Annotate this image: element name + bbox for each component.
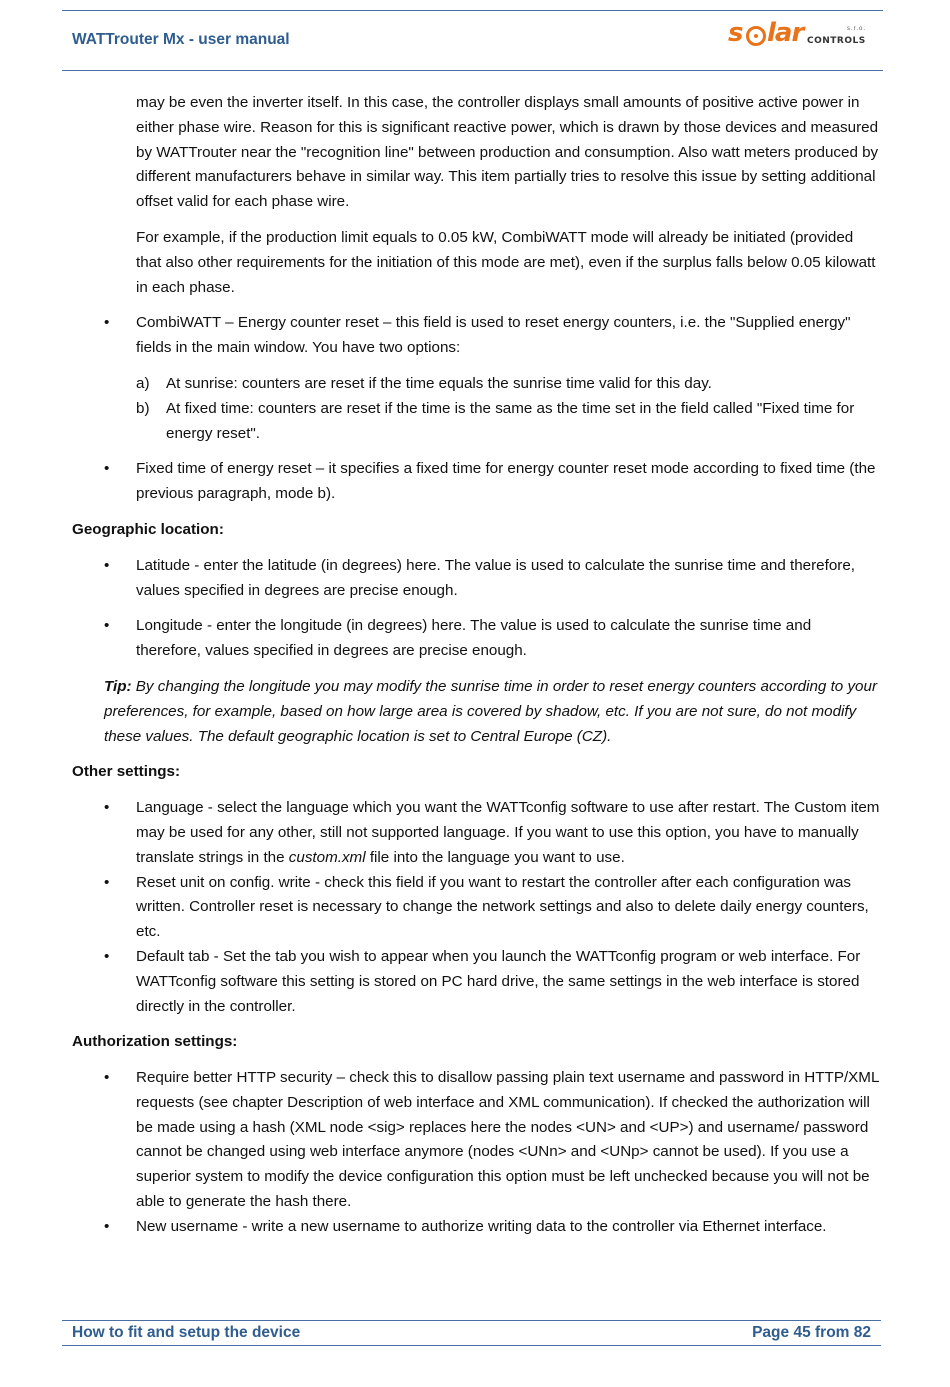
logo-sro: s.r.o. bbox=[847, 26, 867, 32]
filename-custom-xml: custom.xml bbox=[288, 848, 366, 866]
bullet-icon: • bbox=[104, 1069, 110, 1087]
list-item-new-username bbox=[72, 1215, 880, 1240]
list-item-default-tab bbox=[72, 945, 880, 1019]
heading-other-settings: Other settings: bbox=[72, 763, 181, 781]
list-item-text-pre: Language - select the language which you want the WATTconfig software to use after restart. The Custom item may be used for any other, still not supported language. If you want to use this option, you have to manually translate strings in the bbox=[136, 799, 880, 866]
logo-letter-s: s bbox=[728, 18, 744, 48]
tip-paragraph bbox=[104, 675, 880, 749]
list-item-reset-unit bbox=[72, 871, 880, 945]
list-item-text: Reset unit on config. write - check this field if you want to restart the controller after each configuration was written. Controller reset is necessary to change the network settings and also to delete daily energy counters, etc. bbox=[136, 873, 869, 941]
header-rule-top bbox=[62, 10, 883, 11]
tip-text: By changing the longitude you may modify the sunrise time in order to reset energy counters according to your preferences, for example, based on how large area is covered by shadow, etc. If you are not sure, do not modify these values. The default geographic location is set to Central Europe (CZ). bbox=[104, 677, 877, 745]
sub-item-text: At sunrise: counters are reset if the time equals the sunrise time valid for this day. bbox=[166, 374, 712, 392]
header-rule-bottom bbox=[62, 70, 883, 71]
bullet-icon: • bbox=[104, 617, 110, 635]
paragraph-reactive-power: may be even the inverter itself. In this case, the controller displays small amounts of positive active power in either phase wire. Reason for this is significant reactive power, which is drawn by those devices and measured by WATTrouter near the "recognition line" between production and consumption. Also watt meters produced by different manufacturers behave in similar way. This item partially tries to resolve this issue by setting additional offset valid for each phase wire. bbox=[136, 94, 879, 211]
bullet-icon: • bbox=[104, 799, 110, 817]
logo-controls: CONTROLS bbox=[807, 36, 866, 46]
footer-rule-top bbox=[62, 1320, 881, 1321]
list-item-text-post: file into the language you want to use. bbox=[365, 848, 625, 866]
sub-item-marker: b) bbox=[136, 399, 150, 417]
bullet-icon: • bbox=[104, 1217, 110, 1235]
bullet-icon: • bbox=[104, 556, 110, 574]
list-item-text: Latitude - enter the latitude (in degrees) here. The value is used to calculate the sunrise time and therefore, values specified in degrees are precise enough. bbox=[136, 556, 856, 599]
solar-controls-logo bbox=[728, 18, 876, 50]
list-item-latitude bbox=[72, 554, 880, 604]
page-number: Page 45 from 82 bbox=[752, 1324, 871, 1341]
logo-letters-lar: lar bbox=[767, 18, 804, 48]
list-item-fixed-time bbox=[72, 457, 880, 507]
list-item-text: Longitude - enter the longitude (in degrees) here. The value is used to calculate the sunrise time and therefore, values specified in degrees are precise enough. bbox=[136, 617, 812, 660]
footer-chapter-title: How to fit and setup the device bbox=[72, 1324, 301, 1341]
heading-authorization-settings: Authorization settings: bbox=[72, 1033, 238, 1051]
sub-item-marker: a) bbox=[136, 374, 150, 392]
sub-item-b bbox=[72, 397, 880, 447]
bullet-icon: • bbox=[104, 460, 110, 478]
list-item-text: New username - write a new username to authorize writing data to the controller via Ethernet interface. bbox=[136, 1217, 827, 1235]
sub-item-text: At fixed time: counters are reset if the time is the same as the time set in the field called "Fixed time for energy reset". bbox=[166, 399, 855, 442]
footer-rule-bottom bbox=[62, 1345, 881, 1346]
page-content bbox=[72, 91, 880, 1240]
sun-icon bbox=[746, 26, 766, 46]
list-item-text: Default tab - Set the tab you wish to appear when you launch the WATTconfig program or web interface. For WATTconfig software this setting is stored on PC hard drive, the same settings in the web interface is stored directly in the controller. bbox=[136, 947, 861, 1015]
sub-item-a bbox=[72, 372, 880, 397]
list-item-longitude bbox=[72, 614, 880, 664]
heading-geographic-location: Geographic location: bbox=[72, 520, 224, 538]
list-item-http-security bbox=[72, 1066, 880, 1215]
tip-label: Tip: bbox=[104, 677, 132, 695]
list-item-language bbox=[72, 796, 880, 870]
list-item-energy-counter-reset bbox=[72, 311, 880, 361]
bullet-icon: • bbox=[104, 314, 110, 332]
bullet-icon: • bbox=[104, 947, 110, 965]
list-item-text: Fixed time of energy reset – it specifies a fixed time for energy counter reset mode according to fixed time (the previous paragraph, mode b). bbox=[136, 460, 876, 503]
list-item-text: Require better HTTP security – check this to disallow passing plain text username and password in HTTP/XML requests (see chapter Description of web interface and XML communication). If checked the authorization will be made using a hash (XML node <sig> replaces here the nodes <UN> and <UP>) and username/ password cannot be changed using web interface anymore (nodes <UNn> and <UNp> cannot be used). If you use a superior system to modify the device configuration this option must be left unchecked because you will not be able to generate the hash there. bbox=[136, 1069, 879, 1211]
document-title: WATTrouter Mx - user manual bbox=[72, 31, 290, 48]
paragraph-example: For example, if the production limit equals to 0.05 kW, CombiWATT mode will already be initiated (provided that also other requirements for the initiation of this mode are met), even if the surplus falls below 0.05 kilowatt in each phase. bbox=[136, 228, 876, 296]
list-item-text: CombiWATT – Energy counter reset – this field is used to reset energy counters, i.e. the "Supplied energy" fields in the main window. You have two options: bbox=[136, 314, 851, 357]
bullet-icon: • bbox=[104, 873, 110, 891]
